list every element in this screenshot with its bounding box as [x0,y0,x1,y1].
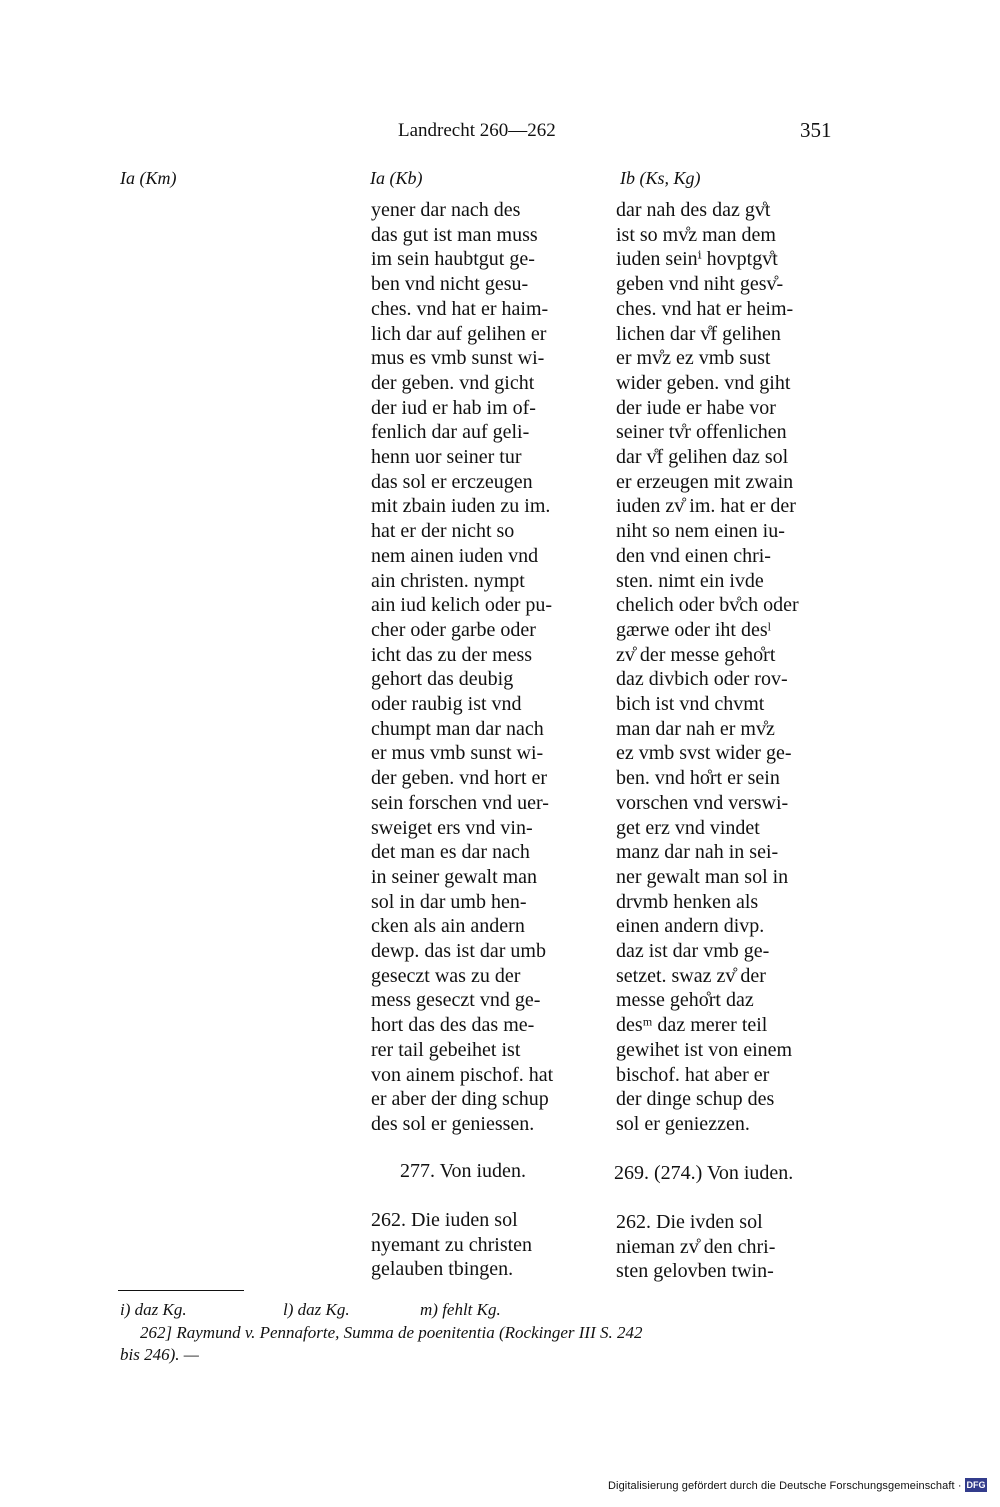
text-line-ks: zv̊ der messe geho̊rt [616,643,776,666]
text-line-ks-262: nieman zv̊ den chri- [616,1235,776,1258]
text-line-ks: ches. vnd hat er heim- [616,297,794,320]
text-line-ks: dar v̊f gelihen daz sol [616,446,789,468]
text-line-kb: von ainem pischof. hat [371,1063,554,1086]
text-line-kb: ben vnd nicht gesu- [371,273,529,296]
text-line-kb: mess geseczt vnd ge- [371,989,541,1012]
text-line-ks: ist so mv̊z man dem [616,223,776,246]
text-line-kb: mus es vmb sunst wi- [371,347,545,370]
text-line-ks: der dinge schup des [616,1088,775,1111]
text-line-kb: hat er der nicht so [371,520,515,543]
footnote-m: m) fehlt Kg. [420,1300,501,1319]
text-line-kb: der geben. vnd hort er [371,767,548,790]
text-line-ks: gærwe oder iht desˡ [616,618,771,641]
text-line-kb: er aber der ding schup [371,1088,549,1111]
text-line-ks: drvmb henken als [616,890,759,913]
text-line-kb: der geben. vnd gicht [371,371,535,394]
text-line-kb: chumpt man dar nach [371,717,544,740]
dfg-logo: DFG [966,1480,986,1490]
section-heading-kb: 277. Von iuden. [400,1160,526,1182]
text-line-kb-262: gelauben tbingen. [371,1258,514,1281]
text-line-ks: den vnd einen chri- [616,544,771,567]
text-line-ks: setzet. swaz zv̊ der [616,964,766,987]
footnote-262-source: 262] Raymund v. Pennaforte, Summa de poenitentia (Rockinger III S. 242 [140,1323,643,1342]
text-line-ks: lichen dar v̊f gelihen [616,322,781,345]
text-line-ks: wider geben. vnd giht [616,371,791,394]
text-line-kb: cher oder garbe oder [371,618,536,641]
text-line-ks: gewihet ist von einem [616,1038,793,1061]
text-line-ks: bich ist vnd chvmt [616,693,765,715]
text-line-kb: fenlich dar auf geli- [371,421,530,444]
text-line-ks: er erzeugen mit zwain [616,470,794,493]
text-line-ks: iuden zv̊ im. hat er der [616,495,796,518]
text-line-ks: seiner tv̊r offenlichen [616,421,787,444]
text-line-ks: iuden seinⁱ hovptgv̊t [616,248,778,271]
text-line-kb: cken als ain andern [371,915,525,938]
text-line-ks: geben vnd niht gesv̊- [616,273,784,296]
text-line-ks: dar nah des daz gv̊t [616,199,771,221]
footnote-l: l) daz Kg. [283,1300,350,1319]
column-heading-ks: Ib (Ks, Kg) [620,168,701,188]
text-line-ks: chelich oder bv̊ch oder [616,594,799,617]
text-line-ks: ez vmb svst wider ge- [616,742,792,765]
text-line-ks: manz dar nah in sei- [616,841,779,864]
text-line-kb: er mus vmb sunst wi- [371,742,544,765]
text-line-ks: sten. nimt ein ivde [616,569,764,592]
text-line-ks: der iude er habe vor [616,396,776,419]
text-line-ks: ben. vnd ho̊rt er sein [616,767,780,790]
text-line-ks: daz ist dar vmb ge- [616,940,770,962]
section-heading-ks: 269. (274.) Von iuden. [614,1162,794,1184]
text-line-ks-262: sten gelovben twin- [616,1260,774,1283]
footnote-separator [118,1290,244,1291]
text-line-kb: der iud er hab im of- [371,396,536,419]
text-line-ks-262: 262. Die ivden sol [616,1211,763,1233]
text-line-kb: ain iud kelich oder pu- [371,594,553,617]
page-number: 351 [800,118,832,142]
text-line-kb: det man es dar nach [371,841,530,864]
text-line-ks: get erz vnd vindet [616,816,760,839]
text-line-ks: bischof. hat aber er [616,1063,770,1086]
text-line-kb: das sol er erczeugen [371,470,533,493]
text-line-ks: niht so nem einen iu- [616,520,785,543]
text-line-kb-262: 262. Die iuden sol [371,1209,518,1231]
digitization-credit: Digitalisierung gefördert durch die Deutsche Forschungsgemeinschaft · [608,1480,962,1492]
text-line-ks: daz divbich oder rov- [616,668,788,691]
text-line-kb: ches. vnd hat er haim- [371,297,549,320]
text-line-ks: einen andern divp. [616,915,765,938]
column-heading-kb: Ia (Kb) [370,168,423,188]
text-line-kb: dewp. das ist dar umb [371,940,546,962]
text-line-kb: mit zbain iuden zu im. [371,495,551,518]
text-line-kb: henn uor seiner tur [371,446,522,468]
text-line-kb: nem ainen iuden vnd [371,544,539,567]
text-line-kb: sein forschen vnd uer- [371,791,549,814]
text-line-kb: lich dar auf gelihen er [371,322,547,345]
text-line-kb: oder raubig ist vnd [371,693,522,715]
text-line-kb-262: nyemant zu christen [371,1233,533,1256]
text-line-kb: hort das des das me- [371,1014,535,1037]
text-line-kb: geseczt was zu der [371,964,521,987]
text-line-ks: desᵐ daz merer teil [616,1014,768,1037]
text-line-kb: sweiget ers vnd vin- [371,816,533,839]
text-line-kb: gehort das deubig [371,668,514,691]
text-line-ks: messe geho̊rt daz [616,989,754,1012]
text-line-kb: im sein haubtgut ge- [371,248,535,271]
footnote-i: i) daz Kg. [120,1300,187,1319]
text-line-kb: icht das zu der mess [371,643,533,666]
text-line-ks: er mv̊z ez vmb sust [616,347,771,370]
column-heading-km: Ia (Km) [120,168,177,188]
text-line-ks: ner gewalt man sol in [616,865,789,888]
text-line-ks: vorschen vnd verswi- [616,791,789,814]
text-line-kb: sol in dar umb hen- [371,890,527,913]
footnote-262-source-cont: bis 246). — [120,1345,199,1364]
text-line-kb: in seiner gewalt man [371,865,538,888]
text-line-kb: rer tail gebeihet ist [371,1038,521,1061]
text-line-ks: sol er geniezzen. [616,1112,750,1135]
text-line-kb: das gut ist man muss [371,223,538,246]
text-line-kb: yener dar nach des [371,199,521,221]
text-line-ks: man dar nah er mv̊z [616,717,775,740]
page-header-title: Landrecht 260—262 [398,120,556,141]
text-line-kb: ain christen. nympt [371,569,525,592]
text-line-kb: des sol er geniessen. [371,1112,535,1135]
